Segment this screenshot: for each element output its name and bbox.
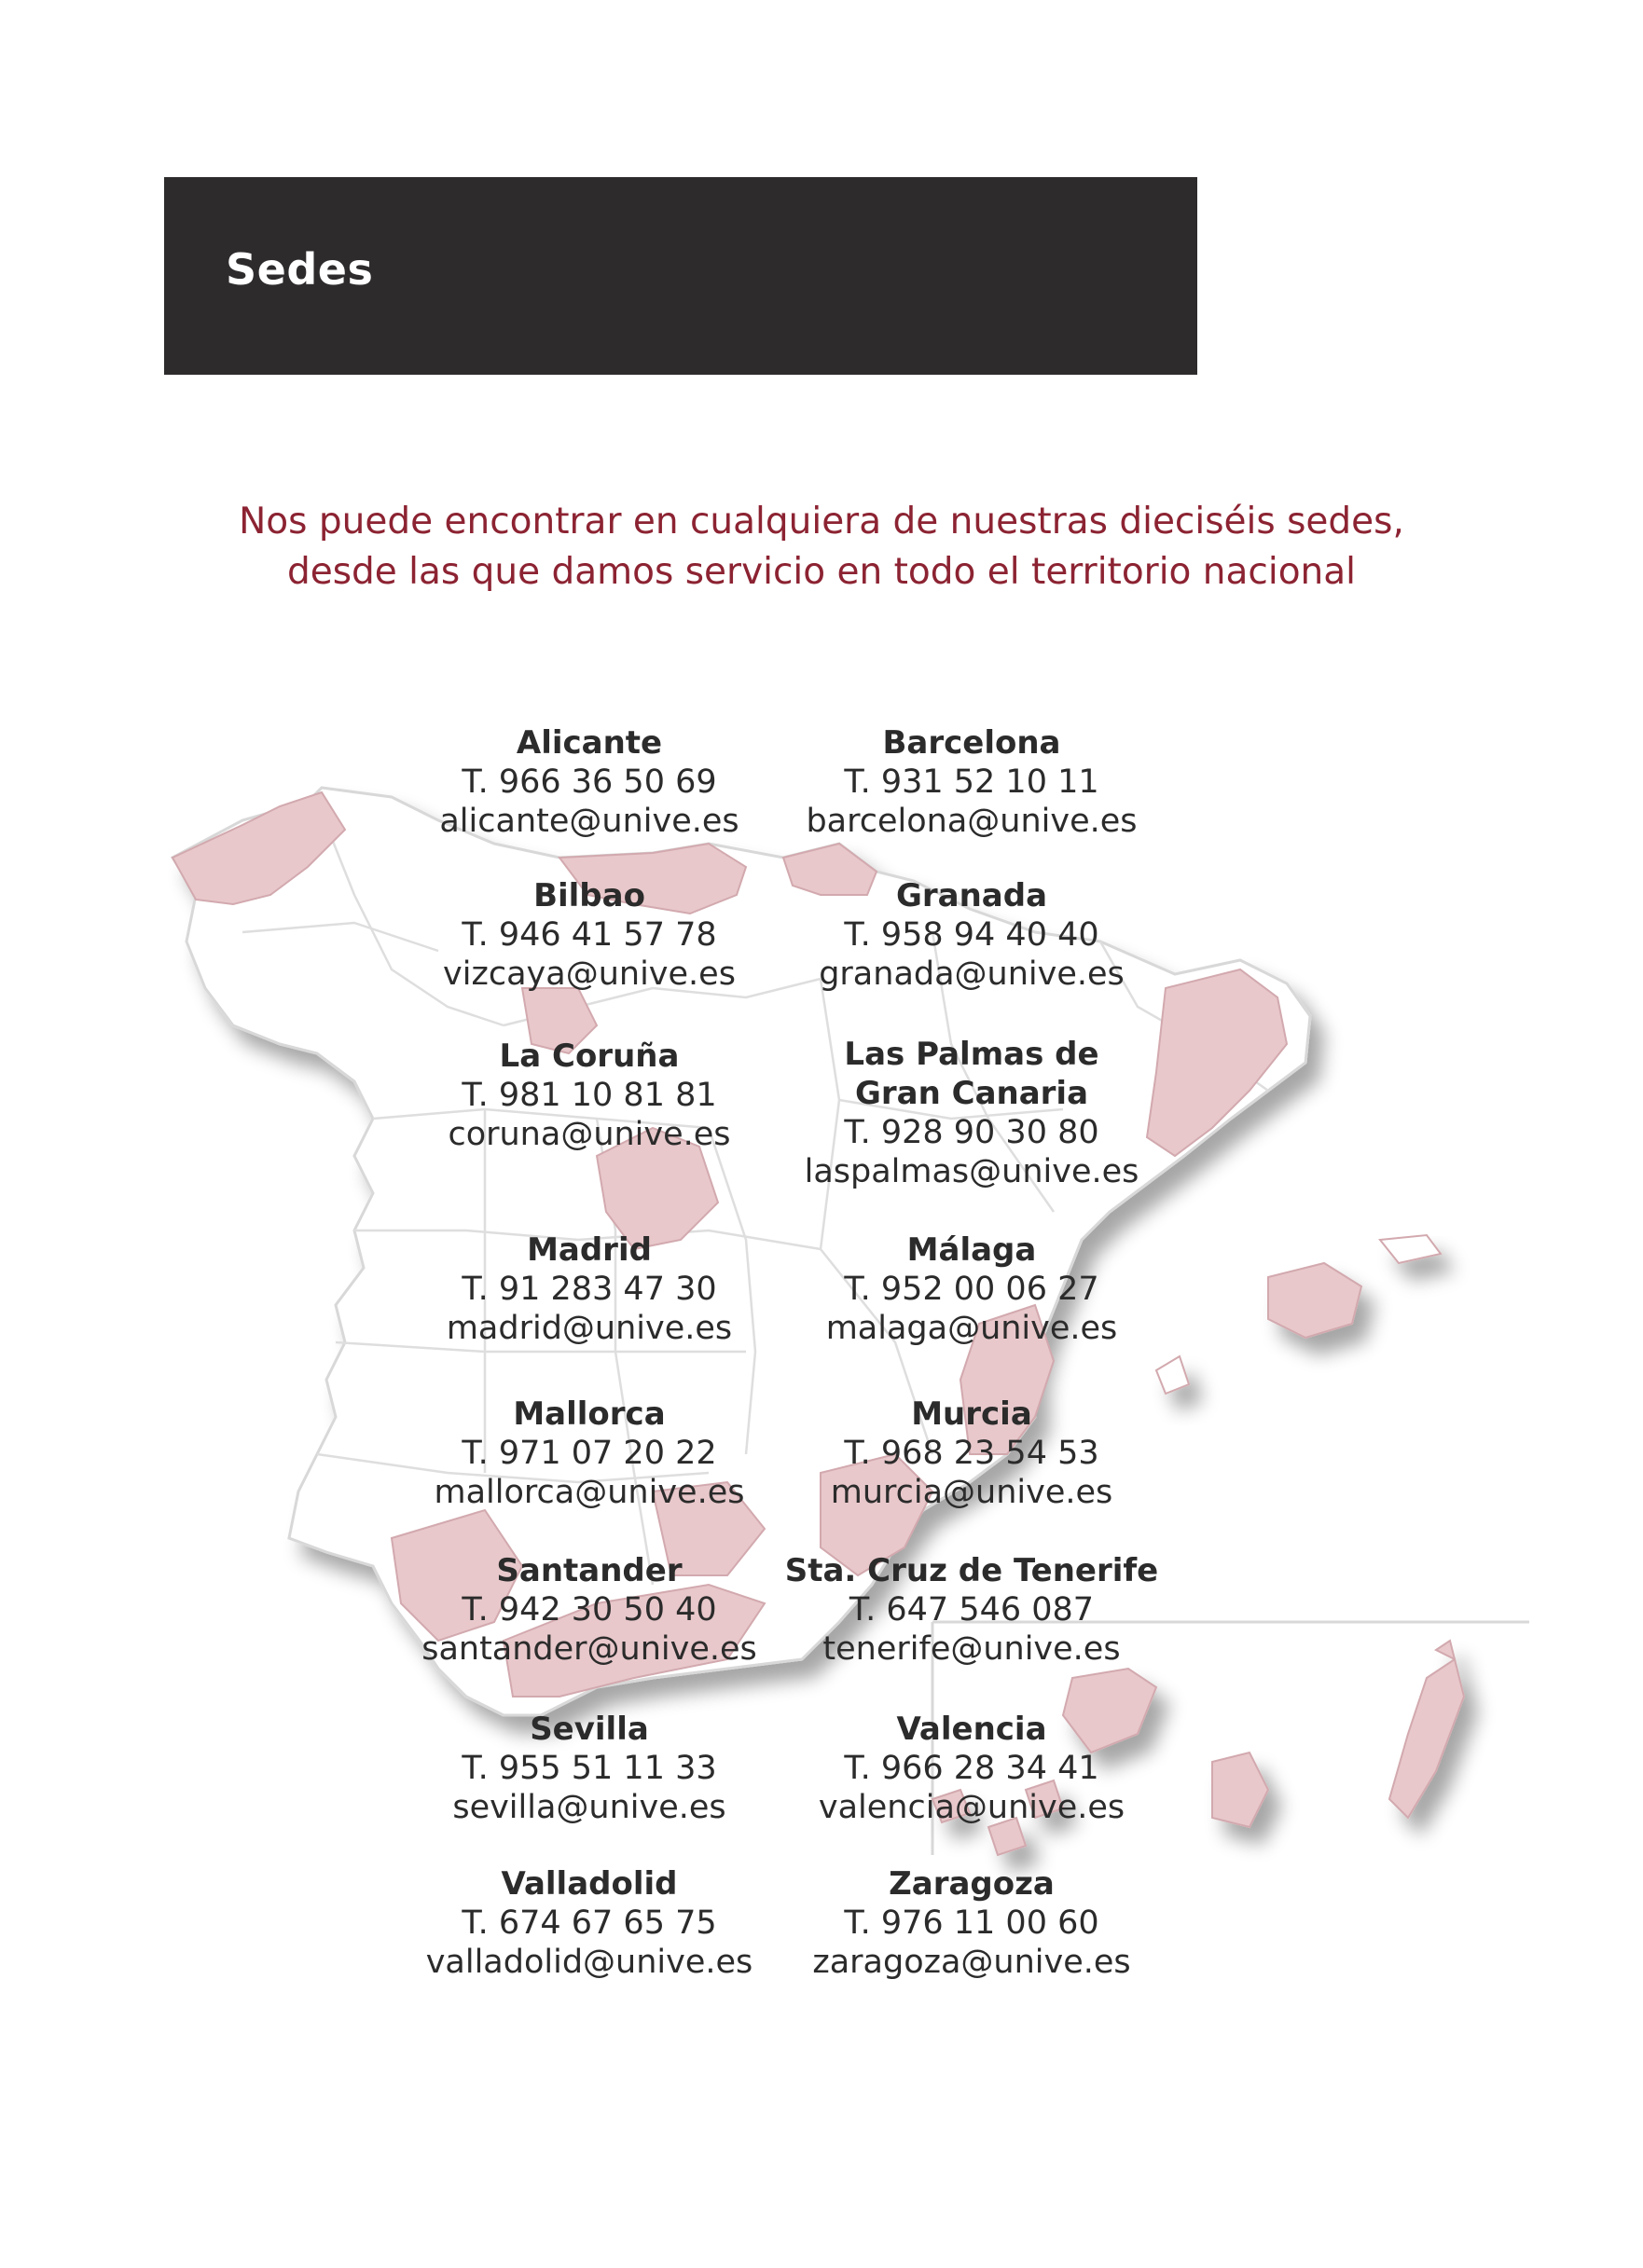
- office-alicante: [384, 723, 794, 841]
- office-email[interactable]: malaga@unive.es: [825, 1310, 1118, 1347]
- office-phone: T. 966 36 50 69: [462, 763, 717, 801]
- office-name: Madrid: [527, 1231, 652, 1269]
- office-madrid: [384, 1230, 794, 1348]
- office-granada: [766, 876, 1177, 994]
- office-name: Bilbao: [533, 877, 645, 914]
- office-phone: T. 931 52 10 11: [844, 763, 1099, 801]
- office-email[interactable]: valladolid@unive.es: [425, 1944, 753, 1981]
- header-bar: [164, 177, 1197, 375]
- office-name: Sevilla: [530, 1711, 649, 1748]
- office-name: Málaga: [906, 1231, 1037, 1269]
- balearic-islands: [1156, 1235, 1441, 1394]
- office-phone: T. 928 90 30 80: [844, 1114, 1099, 1151]
- office-name-line-2: Gran Canaria: [854, 1075, 1089, 1112]
- office-phone: T. 976 11 00 60: [844, 1904, 1099, 1942]
- intro-text: [0, 497, 1643, 598]
- office-la-coruna: [384, 1037, 794, 1154]
- office-phone: T. 946 41 57 78: [462, 916, 717, 954]
- office-phone: T. 952 00 06 27: [844, 1271, 1099, 1308]
- office-valladolid: [384, 1864, 794, 1982]
- office-email[interactable]: alicante@unive.es: [439, 803, 739, 840]
- office-name: La Coruña: [499, 1038, 680, 1075]
- office-email[interactable]: murcia@unive.es: [830, 1474, 1113, 1511]
- office-email[interactable]: santander@unive.es: [421, 1630, 757, 1668]
- office-email[interactable]: zaragoza@unive.es: [812, 1944, 1131, 1981]
- office-phone: T. 955 51 11 33: [462, 1750, 717, 1787]
- office-phone: T. 981 10 81 81: [462, 1077, 717, 1114]
- office-phone: T. 91 283 47 30: [462, 1271, 717, 1308]
- office-name: Alicante: [516, 724, 663, 762]
- office-valencia: [766, 1710, 1177, 1827]
- office-bilbao: [384, 876, 794, 994]
- office-email[interactable]: tenerife@unive.es: [822, 1630, 1121, 1668]
- office-las-palmas: [766, 1035, 1177, 1191]
- office-email[interactable]: coruna@unive.es: [448, 1116, 731, 1153]
- office-phone: T. 971 07 20 22: [462, 1435, 717, 1472]
- office-name: Santander: [496, 1552, 683, 1589]
- office-phone: T. 968 23 54 53: [844, 1435, 1099, 1472]
- office-email[interactable]: laspalmas@unive.es: [804, 1153, 1139, 1190]
- office-email[interactable]: granada@unive.es: [819, 955, 1125, 993]
- intro-line-1: Nos puede encontrar en cualquiera de nuestras dieciséis sedes,: [239, 501, 1404, 543]
- office-email[interactable]: mallorca@unive.es: [434, 1474, 745, 1511]
- office-phone: T. 958 94 40 40: [844, 916, 1099, 954]
- office-name: Barcelona: [882, 724, 1061, 762]
- intro-line-2: desde las que damos servicio en todo el territorio nacional: [286, 551, 1357, 593]
- office-name-line-1: Las Palmas de: [844, 1036, 1099, 1073]
- office-email[interactable]: sevilla@unive.es: [452, 1789, 726, 1826]
- office-tenerife: [766, 1551, 1177, 1669]
- office-name: Granada: [895, 877, 1048, 914]
- office-name: Zaragoza: [889, 1865, 1055, 1903]
- office-santander: [384, 1551, 794, 1669]
- office-barcelona: [766, 723, 1177, 841]
- office-murcia: [766, 1395, 1177, 1512]
- office-email[interactable]: vizcaya@unive.es: [443, 955, 736, 993]
- office-mallorca: [384, 1395, 794, 1512]
- office-phone: T. 942 30 50 40: [462, 1591, 717, 1629]
- office-name: Sta. Cruz de Tenerife: [784, 1552, 1159, 1589]
- office-email[interactable]: madrid@unive.es: [446, 1310, 733, 1347]
- page-title: Sedes: [226, 244, 374, 295]
- office-phone: T. 674 67 65 75: [462, 1904, 717, 1942]
- office-email[interactable]: valencia@unive.es: [818, 1789, 1125, 1826]
- office-phone: T. 966 28 34 41: [844, 1750, 1099, 1787]
- office-name: Mallorca: [513, 1395, 666, 1433]
- office-malaga: [766, 1230, 1177, 1348]
- office-name: Valencia: [896, 1711, 1047, 1748]
- office-sevilla: [384, 1710, 794, 1827]
- office-name: Valladolid: [501, 1865, 678, 1903]
- office-name: Murcia: [911, 1395, 1032, 1433]
- office-phone: T. 647 546 087: [849, 1591, 1095, 1629]
- office-email[interactable]: barcelona@unive.es: [806, 803, 1138, 840]
- office-zaragoza: [766, 1864, 1177, 1982]
